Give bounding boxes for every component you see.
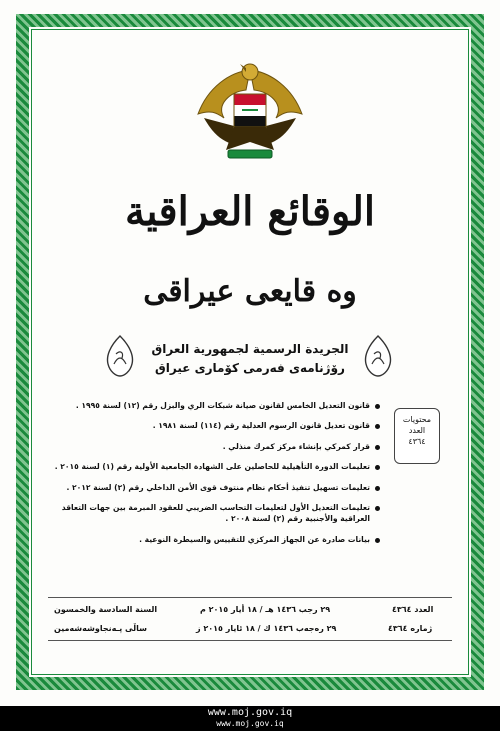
date-kurdish: ٢٩ رەجەب ١٤٣٦ ك / ١٨ ئايار ٢٠١٥ ز (196, 624, 337, 633)
toc-item: بيانات صادرة عن الجهاز المركزي للتقييس والسيطرة النوعية . (50, 534, 380, 545)
issue-arabic: العدد ٤٣٦٤ (392, 605, 434, 614)
date-arabic: ٢٩ رجب ١٤٣٦ هـ / ١٨ أيار ٢٠١٥ م (200, 605, 331, 614)
toc-item: قانون التعديل الخامس لقانون صيانة شبكات الري والبزل رقم (١٢) لسنة ١٩٩٥ . (50, 400, 380, 411)
table-of-contents (50, 400, 380, 554)
calligraphy-seal-icon (104, 334, 136, 378)
year-arabic: السنة السادسة والخمسون (54, 605, 158, 614)
year-kurdish: ساڵی پـەنجاوشەشەمین (54, 624, 147, 633)
issue-number: ٤٣٦٤ (408, 436, 426, 446)
toc-item: تعليمات تسهيل تنفيذ أحكام نظام منتوف قوى الأمن الداخلي رقم (٢) لسنة ٢٠١٢ . (50, 482, 380, 493)
toc-item: قرار كمركي بإنشاء مركز كمرك منذلي . (50, 441, 380, 452)
website-url-line: www.moj.gov.iq (216, 719, 284, 728)
toc-item: قانون تعديل قانون الرسوم العدلية رقم (١١٤) لسنة ١٩٨١ . (50, 420, 380, 431)
toc-item: تعليمات التعديل الأول لتعليمات التحاسب الضريبي للعقود المبرمة بين جهات التعاقد العراقية والأجنبية رقم (٢) لسنة ٢٠٠٨ . (50, 502, 380, 525)
calligraphy-seal-icon (362, 334, 394, 378)
issue-kurdish: ژماره ٤٣٦٤ (388, 624, 433, 633)
issue-label: العدد (408, 425, 426, 435)
contents-box (394, 408, 440, 464)
iraq-eagle-emblem-icon (190, 52, 310, 172)
subtitle-arabic: الجريدة الرسمية لجمهورية العراق (151, 342, 349, 356)
gazette-title-arabic: الوقائع العراقية (124, 188, 376, 235)
website-url-line: www.moj.gov.iq (207, 707, 293, 718)
divider (48, 597, 452, 598)
toc-item: تعليمات الدورة التأهيلية للحاصلين على الشهادة الجامعية الأولية رقم (١) لسنة ٢٠١٥ . (50, 461, 380, 472)
contents-label: محتويات (402, 415, 432, 424)
website-url (0, 706, 500, 729)
gazette-title-kurdish: وه قايعى عيراقى (143, 274, 357, 309)
subtitle-kurdish: رۆژنامەی فەرمی کۆماری عیراق (155, 361, 345, 375)
divider (48, 640, 452, 641)
